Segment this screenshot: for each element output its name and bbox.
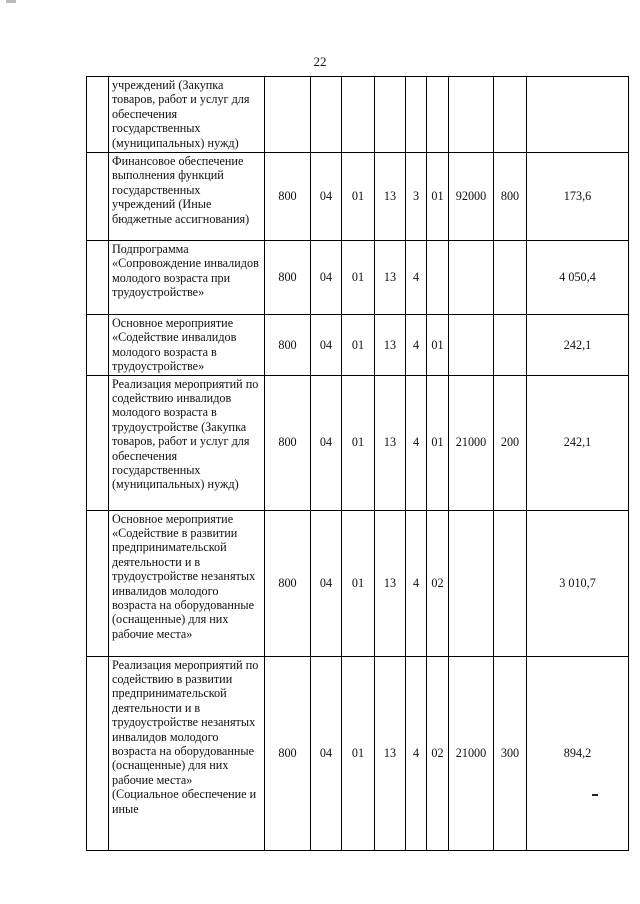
empty-cell <box>87 77 109 153</box>
code-cell-c3 <box>342 77 375 153</box>
code-cell-c2 <box>311 77 342 153</box>
code-cell-c3: 01 <box>342 241 375 315</box>
code-cell-c1 <box>265 77 311 153</box>
description-cell: Реализация мероприятий по содействию в развитии предпринимательской деятельности и в трудоустройстве незанятых инвалидов молодого возраста на оборудованные (оснащенные) для них рабочие места» (Социальное обеспечение и иные <box>109 656 265 850</box>
code-cell-c1: 800 <box>265 375 311 510</box>
table-row <box>87 153 629 241</box>
code-cell-c6 <box>427 241 449 315</box>
description-cell: учреждений (Закупка товаров, работ и услуг для обеспечения государственных (муниципальных) нужд) <box>109 77 265 153</box>
code-cell-c4: 13 <box>375 375 406 510</box>
code-cell-c4: 13 <box>375 315 406 376</box>
empty-cell <box>87 315 109 376</box>
code-cell-c8 <box>494 241 527 315</box>
table-body <box>87 77 629 851</box>
code-cell-c3: 01 <box>342 656 375 850</box>
code-cell-c5 <box>406 77 427 153</box>
code-cell-c6: 02 <box>427 510 449 656</box>
code-cell-c8: 800 <box>494 153 527 241</box>
code-cell-c7 <box>449 241 494 315</box>
code-cell-c8: 300 <box>494 656 527 850</box>
empty-cell <box>87 241 109 315</box>
code-cell-c5: 4 <box>406 241 427 315</box>
amount-cell: 894,2 <box>527 656 629 850</box>
code-cell-c2: 04 <box>311 241 342 315</box>
code-cell-c3: 01 <box>342 315 375 376</box>
description-cell: Основное мероприятие «Содействие инвалидов молодого возраста в трудоустройстве» <box>109 315 265 376</box>
description-cell: Основное мероприятие «Содействие в развитии предпринимательской деятельности и в трудоустройстве незанятых инвалидов молодого возраста на оборудованные (оснащенные) для них рабочие места» <box>109 510 265 656</box>
table-row <box>87 241 629 315</box>
code-cell-c5: 4 <box>406 315 427 376</box>
description-cell: Финансовое обеспечение выполнения функций государственных учреждений (Иные бюджетные ассигнования) <box>109 153 265 241</box>
table-row <box>87 375 629 510</box>
scan-corner-mark <box>6 0 16 3</box>
table-row <box>87 510 629 656</box>
empty-cell <box>87 153 109 241</box>
empty-cell <box>87 375 109 510</box>
code-cell-c5: 3 <box>406 153 427 241</box>
empty-cell <box>87 656 109 850</box>
amount-cell: 3 010,7 <box>527 510 629 656</box>
code-cell-c4: 13 <box>375 241 406 315</box>
code-cell-c2: 04 <box>311 656 342 850</box>
page-number: 22 <box>313 54 327 69</box>
code-cell-c2: 04 <box>311 315 342 376</box>
empty-cell <box>87 510 109 656</box>
code-cell-c4: 13 <box>375 153 406 241</box>
code-cell-c7: 21000 <box>449 656 494 850</box>
stray-mark <box>592 794 598 796</box>
code-cell-c4: 13 <box>375 656 406 850</box>
code-cell-c6: 02 <box>427 656 449 850</box>
code-cell-c3: 01 <box>342 153 375 241</box>
amount-cell: 4 050,4 <box>527 241 629 315</box>
code-cell-c8 <box>494 77 527 153</box>
code-cell-c5: 4 <box>406 656 427 850</box>
code-cell-c2: 04 <box>311 510 342 656</box>
code-cell-c1: 800 <box>265 315 311 376</box>
code-cell-c2: 04 <box>311 375 342 510</box>
code-cell-c7 <box>449 77 494 153</box>
description-cell: Реализация мероприятий по содействию инвалидов молодого возраста в трудоустройстве (Закупка товаров, работ и услуг для обеспечения государственных (муниципальных) нужд) <box>109 375 265 510</box>
code-cell-c6: 01 <box>427 153 449 241</box>
code-cell-c1: 800 <box>265 241 311 315</box>
amount-cell <box>527 77 629 153</box>
code-cell-c2: 04 <box>311 153 342 241</box>
code-cell-c1: 800 <box>265 656 311 850</box>
budget-table <box>86 76 629 851</box>
code-cell-c7 <box>449 510 494 656</box>
code-cell-c6: 01 <box>427 375 449 510</box>
code-cell-c5: 4 <box>406 375 427 510</box>
code-cell-c3: 01 <box>342 510 375 656</box>
code-cell-c8 <box>494 315 527 376</box>
code-cell-c3: 01 <box>342 375 375 510</box>
code-cell-c7 <box>449 315 494 376</box>
code-cell-c1: 800 <box>265 510 311 656</box>
code-cell-c4: 13 <box>375 510 406 656</box>
table-row <box>87 656 629 850</box>
code-cell-c1: 800 <box>265 153 311 241</box>
code-cell-c7: 92000 <box>449 153 494 241</box>
table-row <box>87 77 629 153</box>
table-row <box>87 315 629 376</box>
code-cell-c6: 01 <box>427 315 449 376</box>
description-cell: Подпрограмма «Сопровождение инвалидов молодого возраста при трудоустройстве» <box>109 241 265 315</box>
amount-cell: 242,1 <box>527 375 629 510</box>
code-cell-c8 <box>494 510 527 656</box>
amount-cell: 173,6 <box>527 153 629 241</box>
amount-cell: 242,1 <box>527 315 629 376</box>
code-cell-c7: 21000 <box>449 375 494 510</box>
code-cell-c4 <box>375 77 406 153</box>
code-cell-c6 <box>427 77 449 153</box>
code-cell-c5: 4 <box>406 510 427 656</box>
code-cell-c8: 200 <box>494 375 527 510</box>
